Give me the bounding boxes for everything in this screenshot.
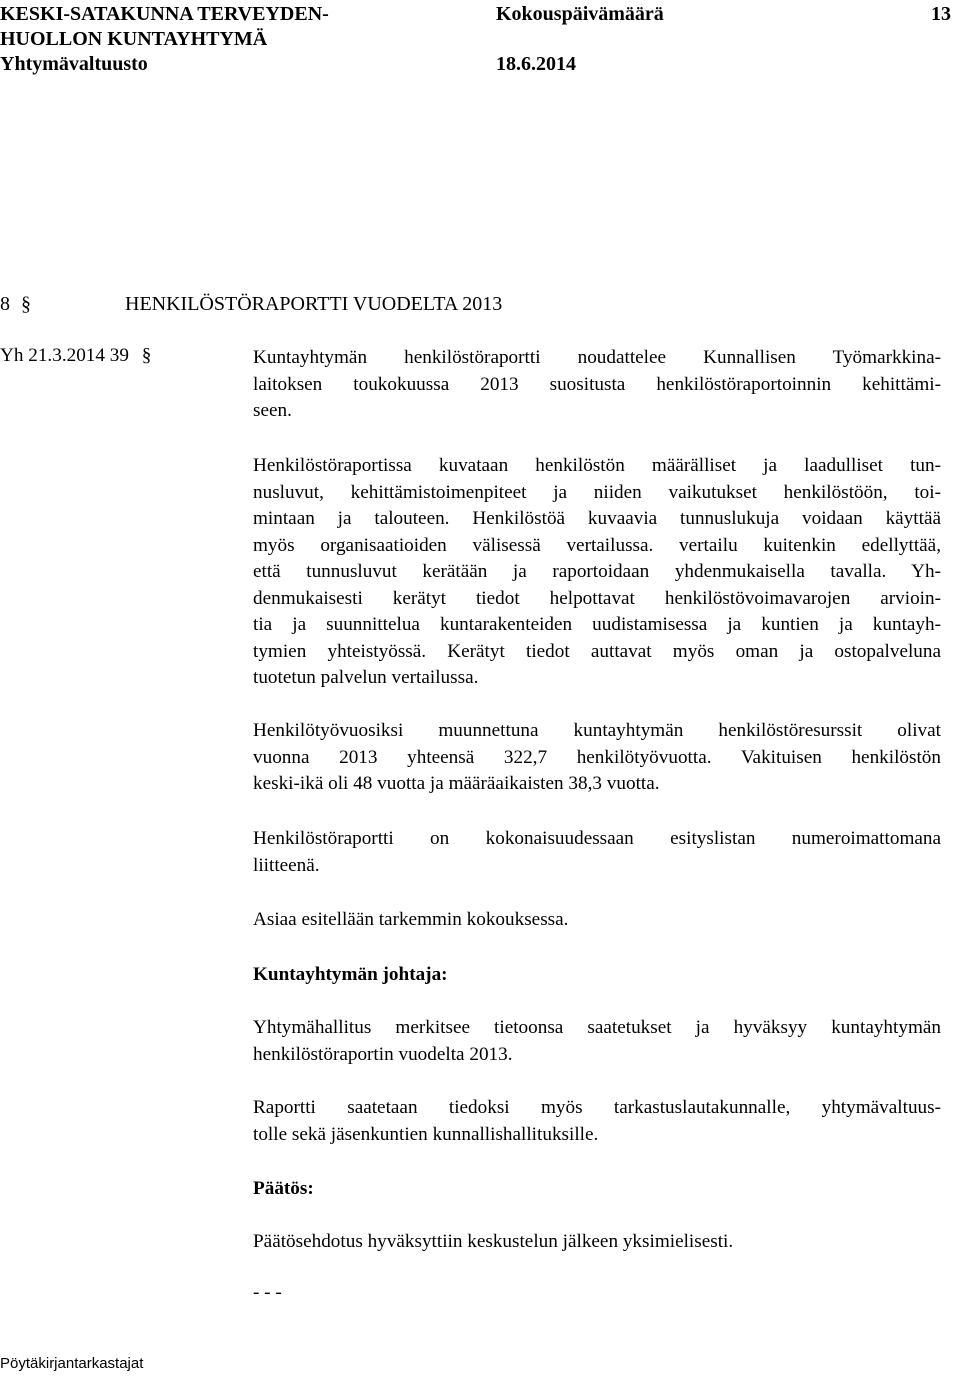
section-number: 8 §: [0, 293, 31, 315]
text-line: Raportti saatetaan tiedoksi myös tarkastuslautakunnalle, yhtymävaltuus-: [253, 1097, 941, 1118]
text-line: Asiaa esitellään tarkemmin kokouksessa.: [253, 909, 569, 930]
page-number: 13: [931, 3, 951, 25]
organization-name-line2: HUOLLON KUNTAYHTYMÄ: [0, 28, 268, 50]
proposal-heading: Kuntayhtymän johtaja:: [253, 964, 448, 985]
text-line: seen.: [253, 400, 292, 421]
organization-name-line1: KESKI-SATAKUNNA TERVEYDEN-: [0, 3, 329, 25]
text-line: laitoksen toukokuussa 2013 suositusta henkilöstöraportoinnin kehittämi-: [253, 373, 941, 395]
decision-heading: Päätös:: [253, 1178, 314, 1199]
paragraph-presentation: [253, 907, 941, 934]
text-line: tymien yhteistyössä. Kerätyt tiedot auttavat myös oman ja ostopalveluna: [253, 640, 941, 662]
text-line: että tunnusluvut kerätään ja raportoidaan yhdenmukaisella tavalla. Yh-: [253, 561, 941, 582]
text-line: myös organisaatioiden välisessä vertailussa. vertailu kuitenkin edellyttää,: [253, 534, 941, 556]
text-line: keski-ikä oli 48 vuotta ja määräaikaisten 38,3 vuotta.: [253, 773, 660, 794]
text-line: vuonna 2013 yhteensä 322,7 henkilötyövuotta. Vakituisen henkilöstön: [253, 746, 941, 768]
text-line: Kuntayhtymän henkilöstöraportti noudattelee Kunnallisen Työmarkkina-: [253, 347, 941, 368]
end-marker: - - -: [253, 1282, 282, 1303]
text-line: tia ja suunnittelua kuntarakenteiden uudistamisessa ja kuntien ja kuntayh-: [253, 614, 941, 635]
text-line: mintaan ja talouteen. Henkilöstöä kuvaavia tunnuslukuja voidaan käyttää: [253, 508, 941, 529]
text-line: tuotetun palvelun vertailussa.: [253, 667, 479, 688]
paragraph-proposal-approval: [253, 1015, 941, 1068]
text-line: Henkilöstöraportissa kuvataan henkilöstön määrälliset ja laadulliset tun-: [253, 455, 941, 476]
meeting-date-label: Kokouspäivämäärä: [496, 3, 664, 25]
decision-text: Päätösehdotus hyväksyttiin keskustelun jälkeen yksimielisesti.: [253, 1231, 734, 1252]
text-line: Henkilöstöraportti on kokonaisuudessaan esityslistan numeroimattomana: [253, 828, 941, 849]
paragraph-intro: [253, 345, 941, 425]
footer-minutes-checkers-label: Pöytäkirjantarkastajat: [0, 1355, 144, 1372]
text-line: liitteenä.: [253, 854, 320, 876]
meeting-body-name: Yhtymävaltuusto: [0, 53, 148, 75]
previous-meeting-reference: Yh 21.3.2014 39 §: [0, 345, 152, 366]
text-line: Henkilötyövuosiksi muunnettuna kuntayhtymän henkilöstöresurssit olivat: [253, 720, 941, 741]
paragraph-attachment: [253, 826, 941, 879]
paragraph-report-content: [253, 453, 941, 692]
text-line: nusluvut, kehittämistoimenpiteet ja niiden vaikutukset henkilöstöön, toi-: [253, 481, 941, 503]
text-line: henkilöstöraportin vuodelta 2013.: [253, 1043, 513, 1065]
text-line: Yhtymähallitus merkitsee tietoonsa saatetukset ja hyväksyy kuntayhtymän: [253, 1017, 941, 1038]
text-line: tolle sekä jäsenkuntien kunnallishallituksille.: [253, 1123, 599, 1145]
paragraph-proposal-distribution: [253, 1095, 941, 1148]
section-title: HENKILÖSTÖRAPORTTI VUODELTA 2013: [125, 293, 503, 315]
meeting-date-value: 18.6.2014: [496, 53, 576, 75]
paragraph-personnel-figures: [253, 718, 941, 798]
text-line: denmukaisesti kerätyt tiedot helpottavat henkilöstövoimavarojen arvioin-: [253, 587, 941, 609]
